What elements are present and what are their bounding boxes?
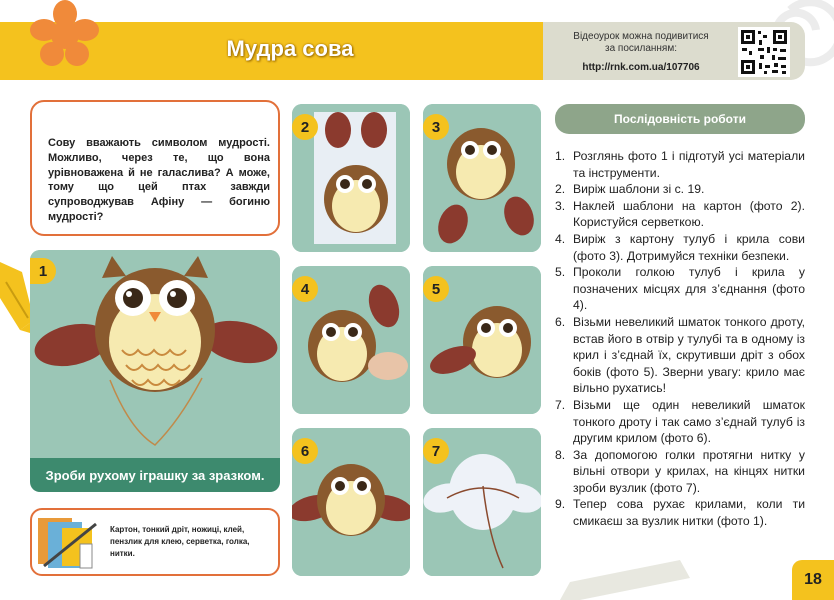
video-link[interactable]: http://rnk.com.ua/107706 [582,62,700,73]
step-text: Візьми невеликий шматок тонкого дроту, встав його в отвір у тулубі та в одному із крил і з’єднай їх, скрутивши дріт з обох боків (фото 5). Зверни увагу: крило має вільно рухатись! [573,314,805,396]
steps-list [555,148,805,530]
step-item [555,231,805,264]
step-number: 9. [555,497,566,512]
video-caption [556,31,726,55]
step-number: 8. [555,447,566,462]
step-number: 5. [555,265,566,280]
photo-1-number: 1 [30,258,56,284]
step-item [555,496,805,529]
materials-image [36,514,104,572]
steps-header: Послідовність роботи [555,104,805,134]
step-text: Проколи голкою тулуб і крила у позначених місцях для з’єднання (фото 4). [573,265,805,313]
qr-code-icon[interactable] [738,27,790,77]
step-text: Тепер сова рухає крилами, коли ти смикаєш за вузлик нитки (фото 1). [573,497,805,529]
video-line-1: Відеоурок можна подивитися [573,31,709,42]
step-item [555,198,805,231]
step-text: Наклей шаблони на картон (фото 2). Користуйся серветкою. [573,198,805,230]
step-item [555,264,805,314]
step-item [555,447,805,497]
page-number: 18 [792,560,834,600]
step-number: 7. [555,397,566,412]
photo-7-number: 7 [423,438,449,464]
photo-6-number: 6 [292,438,318,464]
step-text: Виріж шаблони зі с. 19. [573,182,705,197]
step-number: 4. [555,231,566,246]
step-number: 2. [555,182,566,197]
step-text: Візьми ще один невеликий шматок тонкого дроту і так само з’єднай тулуб із другим крилом (фото 6). [573,397,805,446]
photo-1 [30,250,280,460]
step-item [555,181,805,198]
photo-3-number: 3 [423,114,449,140]
owl-toy-image [30,250,280,460]
materials-text: Картон, тонкий дріт, ножиці, клей, пензлик для клею, серветка, голка, нитки. [110,525,250,558]
video-line-2: за посиланням: [605,43,677,54]
step-number: 1. [555,149,566,163]
step-item [555,148,805,181]
step-item [555,397,805,447]
page-title: Мудра сова [226,36,354,61]
photo-4-number: 4 [292,276,318,302]
step-text: Розглянь фото 1 і підготуй усі матеріали та інструменти. [573,149,805,180]
photo-1-caption: Зроби рухому іграшку за зразком. [30,458,280,492]
crayon-bottom-decoration [560,560,700,600]
photo-2-number: 2 [292,114,318,140]
step-number: 3. [555,198,566,213]
step-item [555,314,805,397]
step-number: 6. [555,314,566,329]
step-text: Виріж з картону тулуб і крила сови (фото 3). Дотримуйся техніки безпеки. [573,231,805,263]
flower-icon [30,0,100,70]
photo-5-number: 5 [423,276,449,302]
intro-text: Сову вважають символом мудрості. Можливо, через те, що вона урівноважена й не галаслива? А може, тому що цей птах завжди супроводжував Афіну — богиню мудрості? [48,137,270,223]
step-text: За допомогою голки протягни нитку у вільні отвори у крилах, на кінцях нитки зроби вузлик (фото 7). [573,447,805,495]
